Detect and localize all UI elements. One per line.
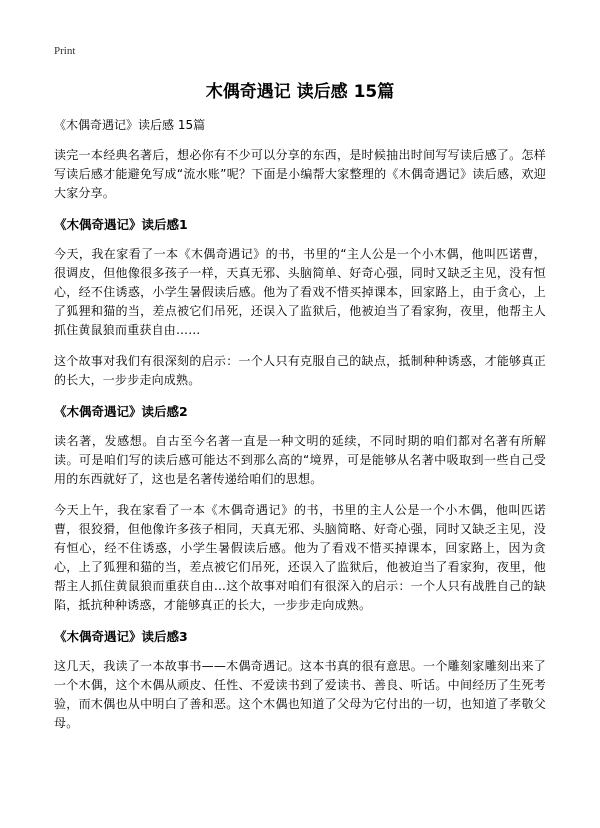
section-paragraph: 读名著，发感想。自古至今名著一直是一种文明的延续，不同时期的咱们都对名著有所解读。可是咱们写的读后感可能达不到那么高的“境界，可是能够从名著中吸取到一些自己受用的东西就好了，这也是名著传递给咱们的思想。 bbox=[54, 434, 546, 486]
document-subtitle: 《木偶奇遇记》读后感 15篇 bbox=[54, 118, 206, 132]
section-paragraph: 这几天，我读了一本故事书——木偶奇遇记。这本书真的很有意思。一个雕刻家雕刻出来了一个木偶，这个木偶从顽皮、任性、不爱读书到了爱读书、善良、听话。中间经历了生死考验，而木偶也从中明白了善和恶。这个木偶也知道了父母为它付出的一切，也知道了孝敬父母。 bbox=[54, 659, 546, 730]
section-heading: 《木偶奇遇记》读后感3 bbox=[54, 629, 188, 644]
print-label: Print bbox=[54, 45, 76, 57]
section-3 bbox=[54, 627, 546, 733]
section-paragraph: 今天上午，我在家看了一本《木偶奇遇记》的书，书里的主人公是一个小木偶，他叫匹诺曹，很狡猾，但他像许多孩子相同，天真无邪、头脑简略、好奇心强，同时又缺乏主见，没有恒心，经不住诱惑，小学生暑假读后感。他为了看戏不惜买掉课本，回家路上，因为贪心，上了狐狸和猫的当，差点被它们吊死，还误入了监狱后，他被迫当了看家狗，夜里，他帮主人抓住黄鼠狼而重获自由…这个故事对咱们有很深入的启示：一个人只有战胜自己的缺陷，抵抗种种诱惑，才能够真正的长大，一步步走向成熟。 bbox=[54, 503, 546, 612]
section-heading: 《木偶奇遇记》读后感1 bbox=[54, 217, 188, 232]
section-heading: 《木偶奇遇记》读后感2 bbox=[54, 404, 188, 419]
section-2 bbox=[54, 402, 546, 615]
section-paragraph: 今天，我在家看了一本《木偶奇遇记》的书，书里的“主人公是一个小木偶，他叫匹诺曹，很调皮，但他像很多孩子一样，天真无邪、头脑简单、好奇心强，同时又缺乏主见，没有恒心，经不住诱惑，小学生暑假读后感。他为了看戏不惜买掉课本，回家路上，由于贪心，上了狐狸和猫的当，差点被它们吊死，还误入了监狱后，他被迫当了看家狗，夜里，他帮主人抓住黄鼠狼而重获自由…… bbox=[54, 247, 546, 337]
section-1 bbox=[54, 215, 546, 390]
page-title: 木偶奇遇记 读后感 15篇 bbox=[205, 82, 395, 102]
section-paragraph: 这个故事对我们有很深刻的启示：一个人只有克服自己的缺点，抵制种种诱惑，才能够真正的长大，一步步走向成熟。 bbox=[54, 354, 546, 387]
intro-paragraph: 读完一本经典名著后，想必你有不少可以分享的东西，是时候抽出时间写写读后感了。怎样写读后感才能避免写成“流水账”呢？下面是小编帮大家整理的《木偶奇遇记》读后感，欢迎大家分享。 bbox=[54, 148, 546, 200]
